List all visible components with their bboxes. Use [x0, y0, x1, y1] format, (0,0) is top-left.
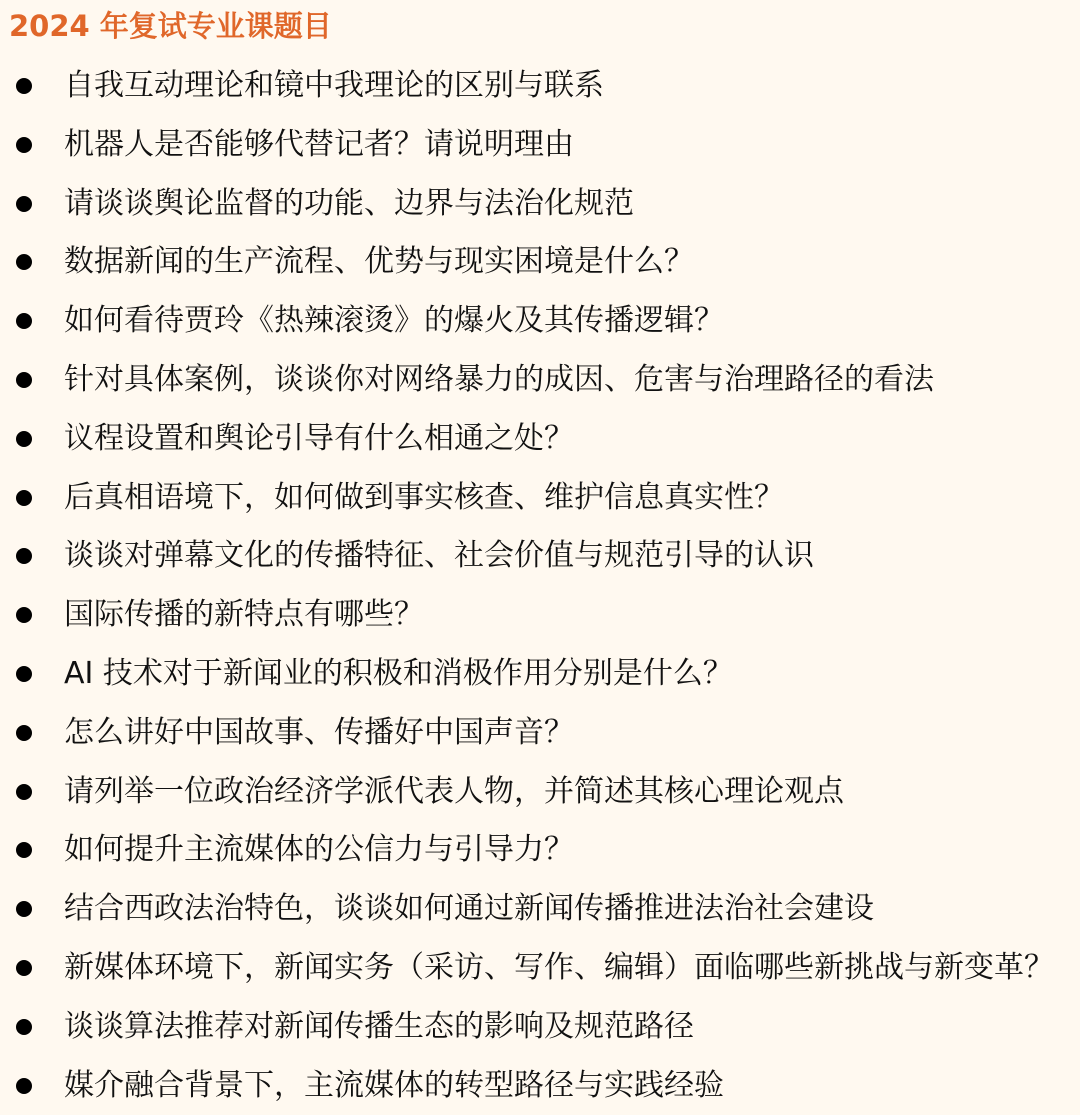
bullet-icon — [16, 784, 32, 800]
bullet-icon — [16, 254, 32, 270]
bullet-icon — [16, 78, 32, 94]
question-text: 结合西政法治特色，谈谈如何通过新闻传播推进法治社会建设 — [64, 891, 874, 927]
list-item — [0, 939, 1080, 998]
question-text: 谈谈对弹幕文化的传播特征、社会价值与规范引导的认识 — [64, 538, 814, 574]
bullet-icon — [16, 548, 32, 564]
list-item — [0, 645, 1080, 704]
bullet-icon — [16, 313, 32, 329]
list-item — [0, 1057, 1080, 1115]
list-item — [0, 57, 1080, 116]
page-title: 2024 年复试专业课题目 — [9, 9, 332, 43]
list-item — [0, 292, 1080, 351]
list-item — [0, 233, 1080, 292]
bullet-icon — [16, 842, 32, 858]
bullet-icon — [16, 1078, 32, 1094]
question-text: 数据新闻的生产流程、优势与现实困境是什么？ — [64, 244, 694, 280]
question-text: 谈谈算法推荐对新闻传播生态的影响及规范路径 — [64, 1008, 694, 1044]
question-text: 请列举一位政治经济学派代表人物，并简述其核心理论观点 — [64, 773, 844, 809]
question-text: 议程设置和舆论引导有什么相通之处？ — [64, 420, 574, 456]
question-text: 新媒体环境下，新闻实务（采访、写作、编辑）面临哪些新挑战与新变革？ — [64, 949, 1054, 985]
question-text: 媒介融合背景下，主流媒体的转型路径与实践经验 — [64, 1067, 724, 1103]
list-item — [0, 880, 1080, 939]
list-item — [0, 704, 1080, 763]
list-item — [0, 821, 1080, 880]
bullet-icon — [16, 901, 32, 917]
bullet-icon — [16, 372, 32, 388]
bullet-icon — [16, 431, 32, 447]
question-text: 针对具体案例，谈谈你对网络暴力的成因、危害与治理路径的看法 — [64, 361, 934, 397]
list-item — [0, 410, 1080, 469]
list-item — [0, 527, 1080, 586]
list-item — [0, 116, 1080, 175]
question-text: 自我互动理论和镜中我理论的区别与联系 — [64, 68, 604, 103]
question-text: 请谈谈舆论监督的功能、边界与法治化规范 — [64, 185, 634, 221]
bullet-icon — [16, 1019, 32, 1035]
question-text: 国际传播的新特点有哪些？ — [64, 597, 424, 633]
bullet-icon — [16, 725, 32, 741]
bullet-icon — [16, 137, 32, 153]
list-item — [0, 763, 1080, 822]
question-text: 后真相语境下，如何做到事实核查、维护信息真实性？ — [64, 479, 784, 515]
list-item — [0, 175, 1080, 234]
question-text: 怎么讲好中国故事、传播好中国声音？ — [64, 714, 574, 750]
bullet-icon — [16, 196, 32, 212]
question-text: 机器人是否能够代替记者？请说明理由 — [64, 126, 574, 162]
bullet-icon — [16, 960, 32, 976]
list-item — [0, 469, 1080, 528]
bullet-icon — [16, 607, 32, 623]
list-item — [0, 586, 1080, 645]
question-text: AI 技术对于新闻业的积极和消极作用分别是什么？ — [64, 655, 733, 691]
question-text: 如何提升主流媒体的公信力与引导力？ — [64, 832, 574, 868]
bullet-icon — [16, 666, 32, 682]
question-text: 如何看待贾玲《热辣滚烫》的爆火及其传播逻辑？ — [64, 303, 724, 339]
list-item — [0, 998, 1080, 1057]
bullet-icon — [16, 490, 32, 506]
list-item — [0, 351, 1080, 410]
question-list — [0, 57, 1080, 1115]
